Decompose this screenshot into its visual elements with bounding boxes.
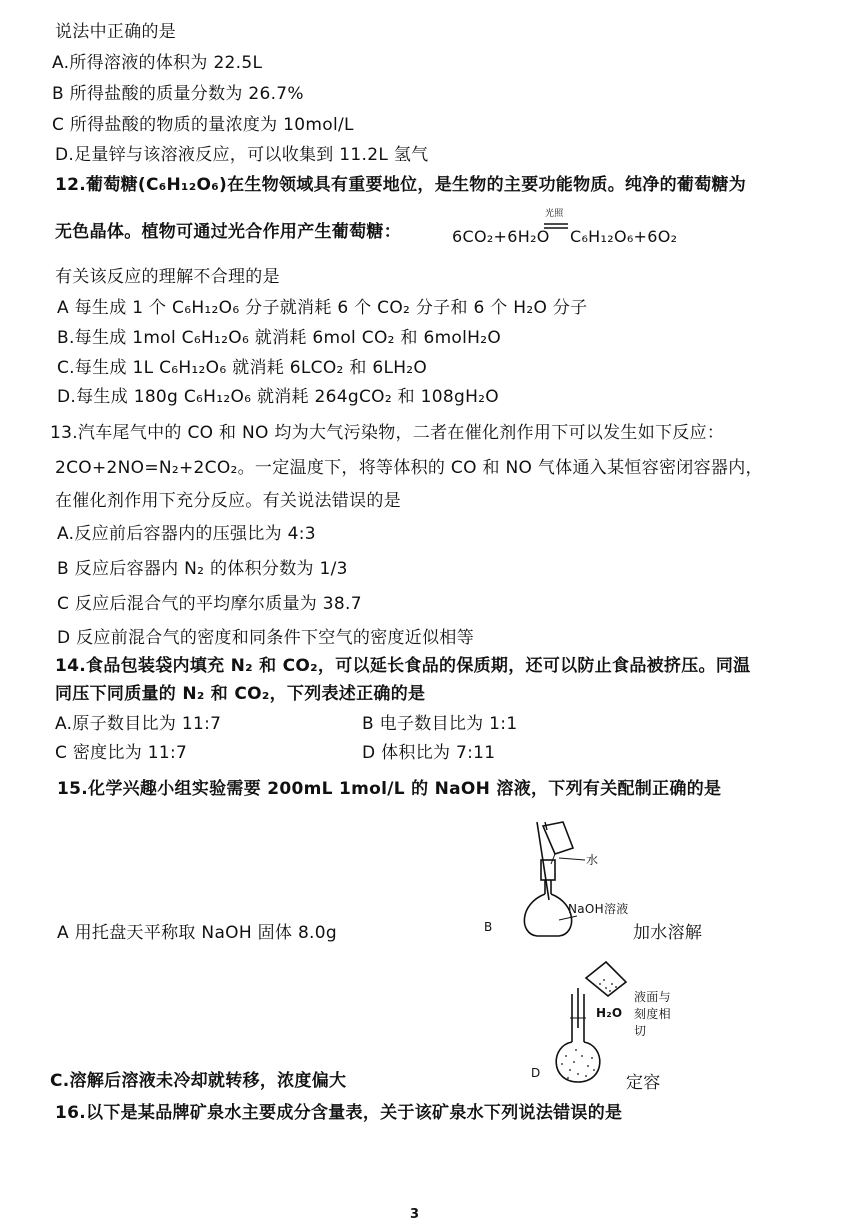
- q12-equation-right: C₆H₁₂O₆+6O₂: [570, 227, 678, 246]
- fig-d-note-1: 液面与: [634, 990, 671, 1004]
- q11-option-d: D.足量锌与该溶液反应，可以收集到 11.2L 氢气: [55, 145, 429, 165]
- equals-sign-icon: [543, 222, 569, 231]
- q13-option-a: A.反应前后容器内的压强比为 4:3: [57, 524, 316, 544]
- q13-stem-line2: 2CO+2NO=N₂+2CO₂。一定温度下，将等体积的 CO 和 NO 气体通入某恒容密闭容器内，: [55, 458, 763, 478]
- q11-option-b: B 所得盐酸的质量分数为 26.7%: [52, 84, 304, 104]
- fig-b-water-label: 水: [586, 853, 599, 867]
- q14-option-c: C 密度比为 11:7: [55, 743, 188, 763]
- q12-equation-condition: 光照: [545, 209, 564, 219]
- q12-option-b: B.每生成 1mol C₆H₁₂O₆ 就消耗 6mol CO₂ 和 6molH₂O: [57, 328, 502, 348]
- q14-stem-line1: 14.食品包装袋内填充 N₂ 和 CO₂，可以延长食品的保质期，还可以防止食品被挤压。同温: [55, 656, 751, 676]
- q15-option-b-letter: B: [484, 920, 493, 934]
- q15-option-b-caption: 加水溶解: [633, 923, 703, 943]
- q12-option-a: A 每生成 1 个 C₆H₁₂O₆ 分子就消耗 6 个 CO₂ 分子和 6 个 H₂O 分子: [57, 298, 588, 318]
- q15-option-d-letter: D: [531, 1066, 541, 1080]
- q15-stem: 15.化学兴趣小组实验需要 200mL 1mol/L 的 NaOH 溶液，下列有关配制正确的是: [57, 779, 722, 799]
- q14-option-b: B 电子数目比为 1:1: [362, 714, 518, 734]
- q12-option-d: D.每生成 180g C₆H₁₂O₆ 就消耗 264gCO₂ 和 108gH₂O: [57, 387, 499, 407]
- fig-d-h2o-label: H₂O: [596, 1006, 623, 1020]
- q12-stem-line3: 有关该反应的理解不合理的是: [55, 267, 280, 287]
- q15-option-a: A 用托盘天平称取 NaOH 固体 8.0g: [57, 923, 337, 943]
- fig-b-solution-label: NaOH溶液: [568, 902, 629, 916]
- q12-equation-left: 6CO₂+6H₂O: [452, 227, 550, 246]
- q13-stem-line3: 在催化剂作用下充分反应。有关说法错误的是: [55, 491, 401, 511]
- q13-option-b: B 反应后容器内 N₂ 的体积分数为 1/3: [57, 559, 348, 579]
- q11-option-c: C 所得盐酸的物质的量浓度为 10mol/L: [52, 115, 354, 135]
- q16-stem: 16.以下是某品牌矿泉水主要成分含量表，关于该矿泉水下列说法错误的是: [55, 1103, 623, 1123]
- q15-option-c: C.溶解后溶液未冷却就转移，浓度偏大: [50, 1071, 347, 1091]
- q12-stem-line1: 12.葡萄糖(C₆H₁₂O₆)在生物领域具有重要地位，是生物的主要功能物质。纯净的葡萄糖为: [55, 175, 747, 195]
- fig-d-note-2: 刻度相: [634, 1007, 671, 1021]
- q13-option-c: C 反应后混合气的平均摩尔质量为 38.7: [57, 594, 362, 614]
- q12-option-c: C.每生成 1L C₆H₁₂O₆ 就消耗 6LCO₂ 和 6LH₂O: [57, 358, 428, 378]
- page-number: 3: [410, 1207, 420, 1222]
- fig-d-note-3: 切: [634, 1024, 647, 1038]
- q13-option-d: D 反应前混合气的密度和同条件下空气的密度近似相等: [57, 628, 474, 648]
- q11-option-a: A.所得溶液的体积为 22.5L: [52, 53, 263, 73]
- q15-option-d-caption: 定容: [626, 1073, 661, 1093]
- dissolving-flask-figure: [515, 820, 615, 945]
- q14-option-d: D 体积比为 7:11: [362, 743, 496, 763]
- q13-stem-line1: 13.汽车尾气中的 CO 和 NO 均为大气污染物，二者在催化剂作用下可以发生如下反应：: [50, 423, 725, 443]
- q12-stem-line2: 无色晶体。植物可通过光合作用产生葡萄糖：: [55, 222, 401, 242]
- q14-option-a: A.原子数目比为 11:7: [55, 714, 222, 734]
- q14-stem-line2: 同压下同质量的 N₂ 和 CO₂，下列表述正确的是: [55, 684, 426, 704]
- q11-stem-tail: 说法中正确的是: [55, 22, 177, 42]
